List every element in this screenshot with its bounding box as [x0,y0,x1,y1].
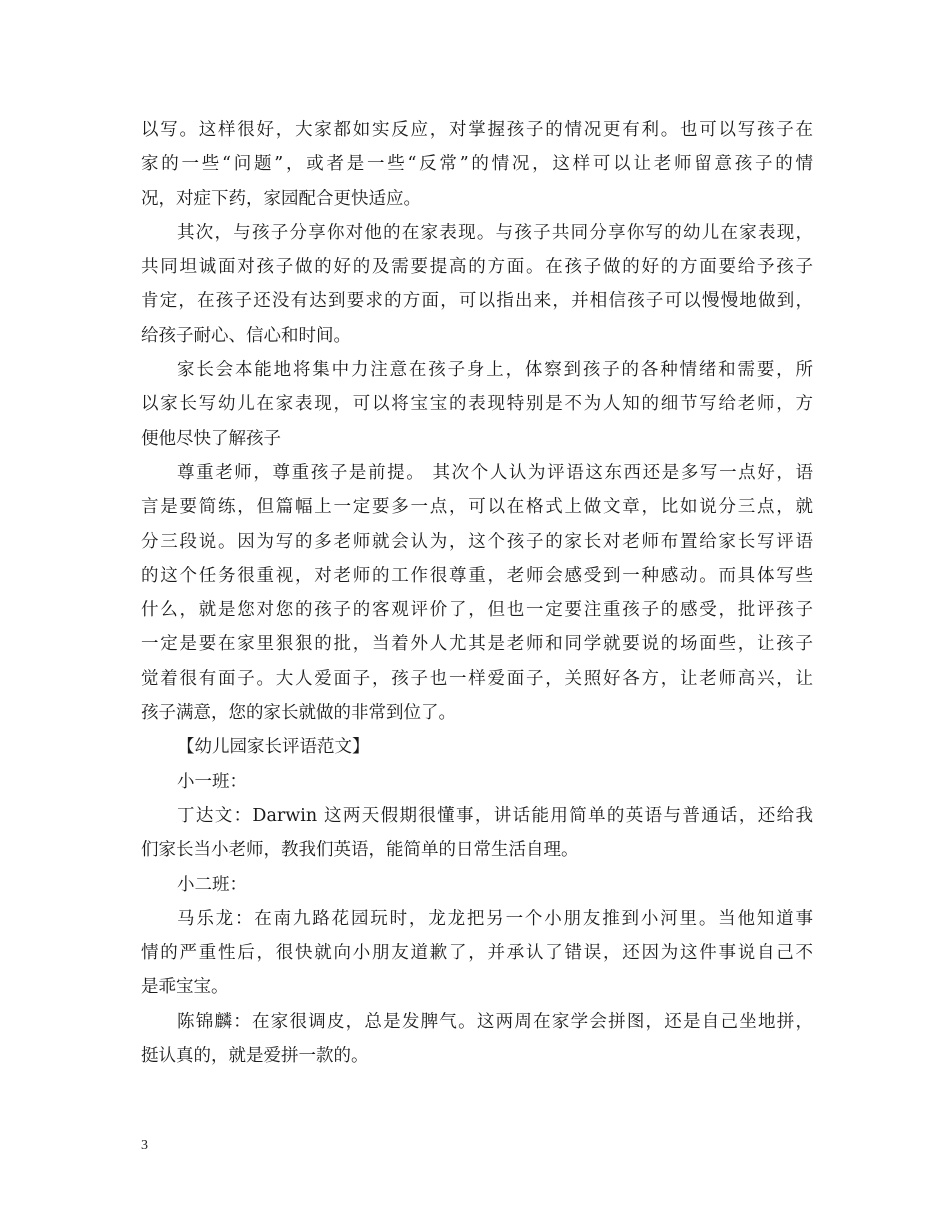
text-line: 给孩子耐心、信心和时间。 [141,325,351,346]
text-line: 们家长当小老师，教我们英语，能简单的日常生活自理。 [141,840,579,861]
text-line: 是乖宝宝。 [141,977,229,998]
text-line: 的这个任务很重视，对老师的工作很尊重，老师会感受到一种感动。而具体写些 [141,565,813,586]
text-line: 共同坦诚面对孩子做的好的及需要提高的方面。在孩子做的好的方面要给予孩子 [141,257,813,278]
text-line: 便他尽快了解孩子 [141,428,281,449]
text-line: 家的一些“问题”，或者是一些“反常”的情况，这样可以让老师留意孩子的情 [141,154,813,175]
text-line: 情的严重性后，很快就向小朋友道歉了，并承认了错误，还因为这件事说自己不 [141,943,813,964]
document-body [141,113,813,1073]
text-line: 以家长写幼儿在家表现，可以将宝宝的表现特别是不为人知的细节写给老师，方 [141,394,813,415]
text-line: 家长会本能地将集中力注意在孩子身上，体察到孩子的各种情绪和需要，所 [177,360,813,381]
text-line: 挺认真的，就是爱拼一款的。 [141,1046,369,1067]
text-line: 丁达文：Darwin 这两天假期很懂事，讲话能用简单的英语与普通话，还给我 [177,805,813,826]
text-line: 况，对症下药，家园配合更快适应。 [141,188,421,209]
text-line: 马乐龙：在南九路花园玩时，龙龙把另一个小朋友推到小河里。当他知道事 [177,908,813,929]
text-line: 言是要简练，但篇幅上一定要多一点，可以在格式上做文章，比如说分三点，就 [141,497,813,518]
text-line: 觉着很有面子。大人爱面子，孩子也一样爱面子，关照好各方，让老师高兴，让 [141,668,813,689]
text-line: 其次，与孩子分享你对他的在家表现。与孩子共同分享你写的幼儿在家表现， [177,222,813,243]
text-line: 肯定，在孩子还没有达到要求的方面，可以指出来，并相信孩子可以慢慢地做到， [141,291,813,312]
text-line: 一定是要在家里狠狠的批，当着外人尤其是老师和同学就要说的场面些，让孩子 [141,634,813,655]
text-line: 尊重老师，尊重孩子是前提。 其次个人认为评语这东西还是多写一点好，语 [177,462,813,483]
text-line: 以写。这样很好，大家都如实反应，对掌握孩子的情况更有利。也可以写孩子在 [141,120,813,140]
text-line: 小一班： [177,771,247,792]
text-line: 什么，就是您对您的孩子的客观评价了，但也一定要注重孩子的感受，批评孩子 [141,600,813,621]
text-line: 分三段说。因为写的多老师就会认为，这个孩子的家长对老师布置给家长写评语 [141,531,813,552]
text-line: 【幼儿园家长评语范文】 [177,737,370,758]
page-number: 3 [141,1138,148,1153]
text-line: 陈锦麟：在家很调皮，总是发脾气。这两周在家学会拼图，还是自己坐地拼， [177,1011,813,1032]
text-line: 小二班： [177,874,247,895]
text-line: 孩子满意，您的家长就做的非常到位了。 [141,703,456,724]
